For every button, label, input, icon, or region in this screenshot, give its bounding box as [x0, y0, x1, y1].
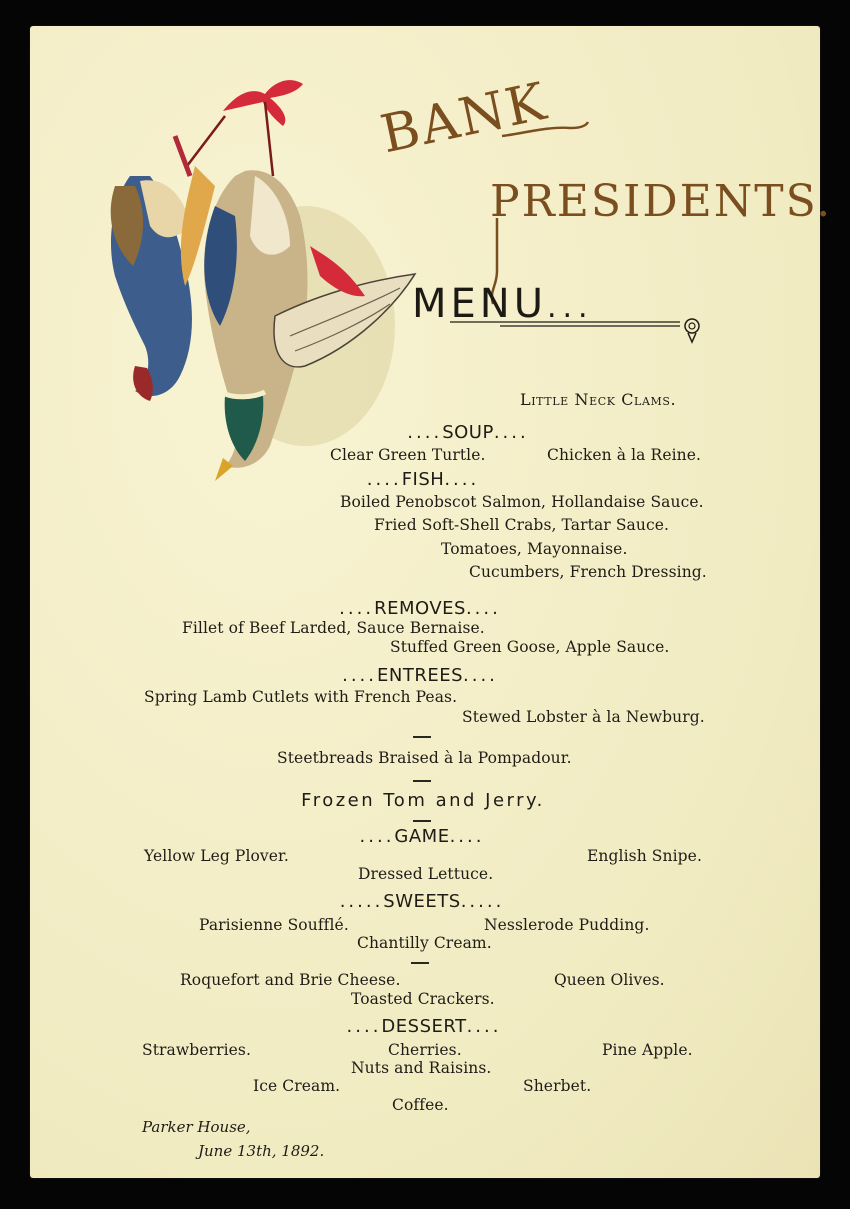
fish-item-4: Cucumbers, French Dressing.: [469, 563, 707, 581]
dessert-item-6: Sherbet.: [523, 1077, 592, 1095]
cheese-item-1: Roquefort and Brie Cheese.: [180, 971, 401, 989]
sweets-heading: .....SWEETS.....: [339, 891, 505, 912]
title-bank: BANK: [375, 71, 553, 166]
sweets-item-3: Chantilly Cream.: [357, 934, 492, 952]
sweets-item-2: Nesslerode Pudding.: [484, 916, 650, 934]
divider: [413, 820, 431, 822]
divider: [413, 780, 431, 782]
entrees-item-1: Spring Lamb Cutlets with French Peas.: [144, 688, 458, 706]
opener-item: Little Neck Clams.: [520, 390, 677, 409]
title-presidents: PRESIDENTS.: [490, 176, 833, 227]
fish-heading: ....FISH....: [366, 469, 480, 490]
removes-heading: ....REMOVES....: [339, 598, 501, 619]
signature-date: June 13th, 1892.: [198, 1142, 325, 1160]
fish-item-1: Boiled Penobscot Salmon, Hollandaise Sauce.: [340, 493, 704, 511]
dessert-item-7: Coffee.: [392, 1096, 449, 1114]
entrees-item-3: Steetbreads Braised à la Pompadour.: [277, 749, 572, 767]
menu-card: [30, 26, 833, 1178]
dessert-item-3: Pine Apple.: [602, 1041, 693, 1059]
cheese-item-3: Toasted Crackers.: [351, 990, 495, 1008]
dessert-item-1: Strawberries.: [142, 1041, 251, 1059]
dessert-item-5: Ice Cream.: [253, 1077, 341, 1095]
removes-item-1: Fillet of Beef Larded, Sauce Bernaise.: [182, 619, 485, 637]
divider: [413, 736, 431, 738]
menu-underline: [450, 316, 710, 356]
entrees-item-2: Stewed Lobster à la Newburg.: [462, 708, 705, 726]
dessert-item-2: Cherries.: [388, 1041, 462, 1059]
game-heading: ....GAME....: [359, 826, 485, 847]
soup-heading: ....SOUP....: [407, 422, 529, 443]
hanging-ducks-illustration: [75, 66, 425, 506]
menu-heading: MENU...: [412, 281, 594, 327]
game-item-2: English Snipe.: [587, 847, 702, 865]
cheese-item-2: Queen Olives.: [554, 971, 665, 989]
fish-item-2: Fried Soft-Shell Crabs, Tartar Sauce.: [374, 516, 670, 534]
dessert-heading: ....DESSERT....: [346, 1016, 502, 1037]
title-flourish: [500, 106, 590, 146]
divider: [411, 962, 429, 964]
sweets-item-1: Parisienne Soufflé.: [199, 916, 349, 934]
game-item-3: Dressed Lettuce.: [358, 865, 494, 883]
signature-place: Parker House,: [142, 1118, 251, 1136]
removes-item-2: Stuffed Green Goose, Apple Sauce.: [390, 638, 670, 656]
dessert-item-4: Nuts and Raisins.: [351, 1059, 492, 1077]
soup-item-1: Clear Green Turtle.: [330, 446, 486, 464]
interlude-item: Frozen Tom and Jerry.: [301, 790, 545, 811]
game-item-1: Yellow Leg Plover.: [144, 847, 289, 865]
fish-item-3: Tomatoes, Mayonnaise.: [441, 540, 628, 558]
entrees-heading: ....ENTREES....: [342, 665, 498, 686]
soup-item-2: Chicken à la Reine.: [547, 446, 702, 464]
